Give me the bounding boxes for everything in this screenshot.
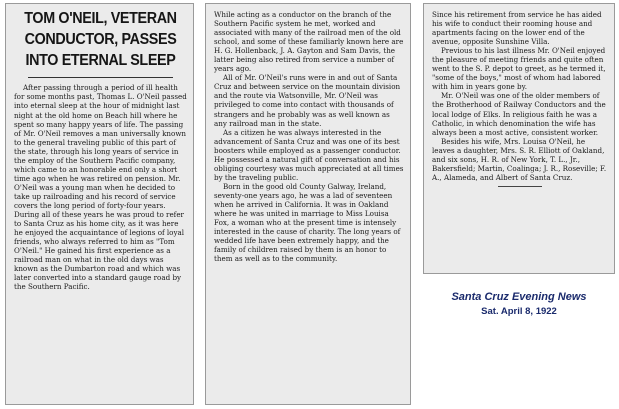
column-1-body	[14, 83, 187, 291]
column-3-body	[432, 10, 608, 182]
column-2-body	[214, 10, 404, 263]
article-paragraph: Since his retirement from service he has aided his wife to conduct their rooming house and apartments facing on the lower end of the avenue, opposite Sunshine Villa.	[432, 10, 602, 47]
article-paragraph: Mr. O'Neil was one of the older members of the Brotherhood of Railway Conductors and the local lodge of Elks. In religious faith he was a Catholic, in which denomination the wife has always been a most active, consistent worker.	[432, 91, 606, 137]
article-paragraph: Previous to his last illness Mr. O'Neil enjoyed the pleasure of meeting friends and quite often went to the S. P. depot to greet, as he termed it, "some of the boys," most of whom had labored with him in years gone by.	[432, 46, 606, 92]
article-end-rule	[498, 186, 542, 187]
article-paragraph: After passing through a period of ill health for some months past, Thomas L. O'Neil passed into eternal sleep at the hour of midnight last night at the old home on Beach hill where he spent so many happy years of life. The passing of Mr. O'Neil removes a man universally known to the general traveling public of this part of the state, through his long years of service in the employ of the Southern Pacific company, which came to an honorable end only a short time ago when he was retired on pension. Mr. O'Neil was a young man when he decided to take up railroading and his record of service covers the long period of forty-four years. During all of these years he was proud to refer to Santa Cruz as his home city, as it was here he enjoyed the acquaintance of legions of loyal friends, who always referred to him as "Tom O'Neil." He gained his first experience as a railroad man on what in the old days was known as the Dumbarton road and which was later converted into a standard gauge road by the Southern Pacific.	[14, 83, 187, 292]
article-paragraph: All of Mr. O'Neil's runs were in and out of Santa Cruz and between service on the mountain division and the route via Watsonville, Mr. O'Neil was privileged to come into contact with thousands of strangers and he probably was as well known as any railroad man in the state.	[214, 73, 401, 128]
article-paragraph: Besides his wife, Mrs. Louisa O'Neil, he leaves a daughter, Mrs. S. R. Elliott of Oakland, and six sons, H. R. of New York, T. L., Jr., Bakersfield; Martin, Coalinga; J. R., Roseville; F. A., Alameda, and Albert of Santa Cruz.	[432, 136, 607, 182]
article-paragraph: Born in the good old County Galway, Ireland, seventy-one years ago, he was a lad of seventeen when he arrived in California. It was in Oakland where he was united in marriage to Miss Louisa Fox, a woman who at the present time is intensely interested in the cause of charity. The long years of wedded life have been extremely happy, and the family of children raised by them is an honor to them as well as to the community.	[214, 181, 401, 264]
article-paragraph: While acting as a conductor on the branch of the Southern Pacific system he met, worked and associated with many of the railroad men of the old school, and some of these familiarly known here are H. G. Hollenback, J. A. Gayton and Sam Davis, the latter being also retired from service a number of years ago.	[214, 10, 404, 74]
article-paragraph: As a citizen he was always interested in the advancement of Santa Cruz and was one of its best boosters while employed as a passenger conductor. He possessed a natural gift of conversation and his obliging courtesy was much appreciated at all times by the traveling public.	[214, 127, 404, 182]
clipping-column-1	[5, 3, 194, 405]
publication-caption: Santa Cruz Evening News	[451, 291, 587, 303]
clipping-column-2	[205, 3, 411, 405]
article-headline: TOM O'NEIL, VETERAN CONDUCTOR, PASSES INTO ETERNAL SLEEP	[24, 10, 177, 69]
publication-date: Sat. April 8, 1922	[481, 306, 557, 317]
headline-divider	[28, 77, 173, 78]
clipping-column-3	[423, 3, 615, 274]
